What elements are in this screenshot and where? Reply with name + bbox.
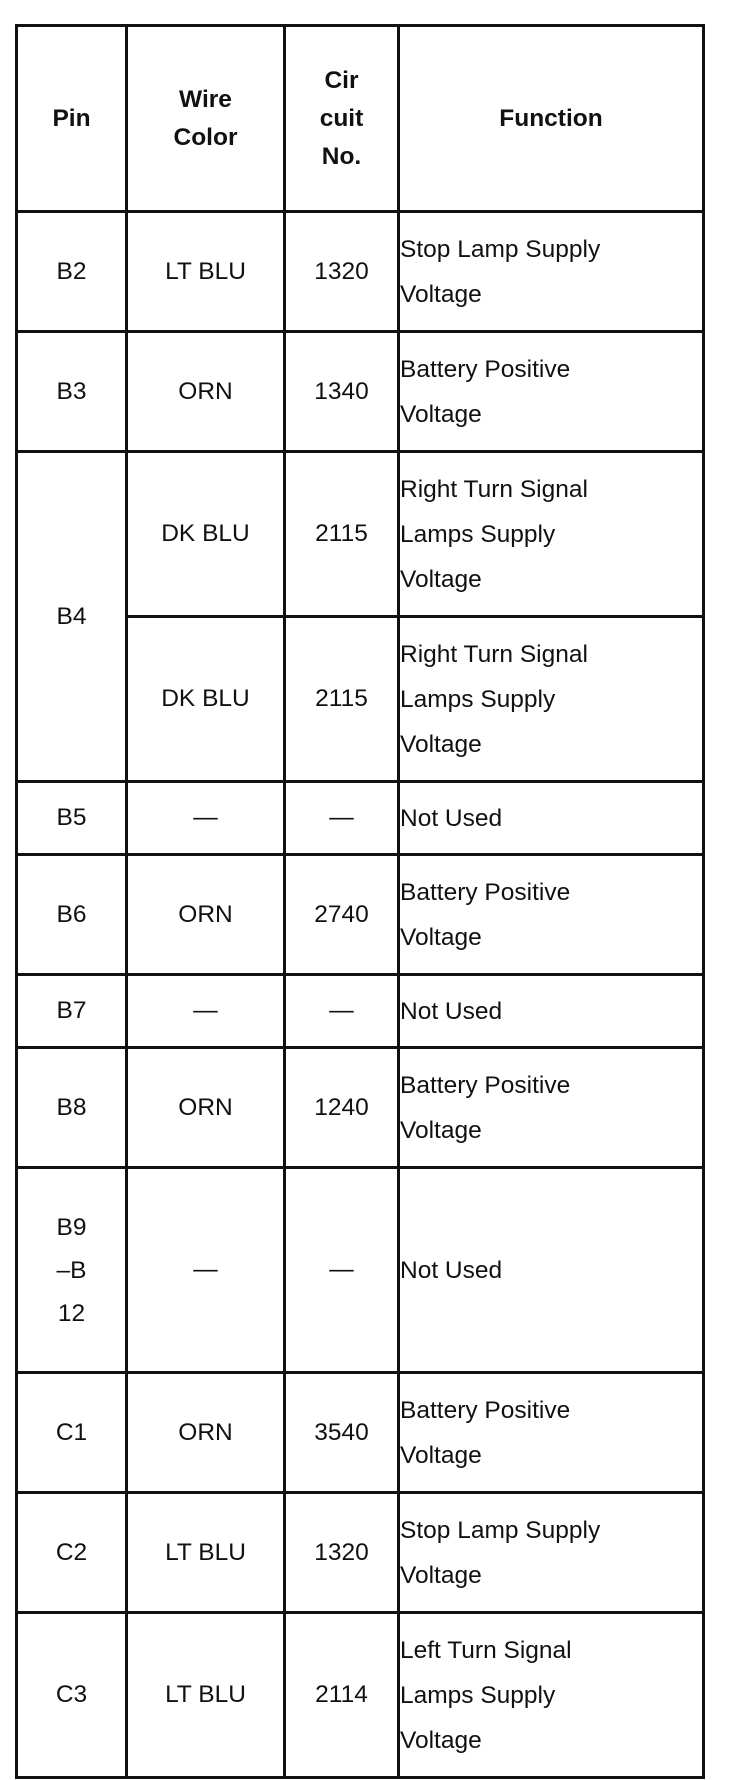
wire-color-cell: ORN xyxy=(127,1373,285,1493)
pin-cell: B9 –B 12 xyxy=(17,1168,127,1373)
function-cell: Left Turn Signal Lamps Supply Voltage xyxy=(399,1613,704,1778)
circuit-cell: 2115 xyxy=(285,452,399,617)
function-cell: Not Used xyxy=(399,782,704,855)
circuit-cell: 2115 xyxy=(285,617,399,782)
circuit-cell: 2114 xyxy=(285,1613,399,1778)
pin-cell: B5 xyxy=(17,782,127,855)
function-cell: Right Turn Signal Lamps Supply Voltage xyxy=(399,617,704,782)
table-row xyxy=(17,1613,704,1778)
table-row xyxy=(17,1493,704,1613)
header-pin: Pin xyxy=(17,26,127,212)
wire-color-cell: DK BLU xyxy=(127,452,285,617)
function-cell: Battery Positive Voltage xyxy=(399,1373,704,1493)
header-function: Function xyxy=(399,26,704,212)
circuit-cell: 3540 xyxy=(285,1373,399,1493)
pin-cell: C1 xyxy=(17,1373,127,1493)
wire-color-cell: DK BLU xyxy=(127,617,285,782)
pin-cell: B7 xyxy=(17,975,127,1048)
table-row xyxy=(17,782,704,855)
header-circuit-no: Cir cuit No. xyxy=(285,26,399,212)
function-cell: Battery Positive Voltage xyxy=(399,855,704,975)
circuit-cell: 1340 xyxy=(285,332,399,452)
circuit-cell: 1240 xyxy=(285,1048,399,1168)
circuit-cell: 1320 xyxy=(285,212,399,332)
circuit-cell: 2740 xyxy=(285,855,399,975)
connector-pinout-table xyxy=(15,24,705,1779)
function-cell: Right Turn Signal Lamps Supply Voltage xyxy=(399,452,704,617)
wire-color-cell: ORN xyxy=(127,1048,285,1168)
function-cell: Not Used xyxy=(399,975,704,1048)
table-row xyxy=(17,1168,704,1373)
table-row xyxy=(17,212,704,332)
function-cell: Not Used xyxy=(399,1168,704,1373)
pin-cell: C3 xyxy=(17,1613,127,1778)
pin-cell: B3 xyxy=(17,332,127,452)
wire-color-cell: LT BLU xyxy=(127,212,285,332)
function-cell: Stop Lamp Supply Voltage xyxy=(399,1493,704,1613)
wire-color-cell: ORN xyxy=(127,855,285,975)
table-row xyxy=(17,1373,704,1493)
function-cell: Battery Positive Voltage xyxy=(399,1048,704,1168)
circuit-cell: 1320 xyxy=(285,1493,399,1613)
wire-color-cell: LT BLU xyxy=(127,1613,285,1778)
pin-cell: C2 xyxy=(17,1493,127,1613)
wire-color-cell: — xyxy=(127,1168,285,1373)
pin-cell: B4 xyxy=(17,452,127,782)
circuit-cell: — xyxy=(285,975,399,1048)
function-cell: Battery Positive Voltage xyxy=(399,332,704,452)
pin-cell: B8 xyxy=(17,1048,127,1168)
circuit-cell: — xyxy=(285,1168,399,1373)
wire-color-cell: ORN xyxy=(127,332,285,452)
wire-color-cell: — xyxy=(127,782,285,855)
table-row xyxy=(17,332,704,452)
table-row xyxy=(17,1048,704,1168)
table-row xyxy=(17,452,704,617)
wire-color-cell: — xyxy=(127,975,285,1048)
header-row xyxy=(17,26,704,212)
wire-color-cell: LT BLU xyxy=(127,1493,285,1613)
table-row xyxy=(17,855,704,975)
pin-cell: B2 xyxy=(17,212,127,332)
function-cell: Stop Lamp Supply Voltage xyxy=(399,212,704,332)
pin-cell: B6 xyxy=(17,855,127,975)
circuit-cell: — xyxy=(285,782,399,855)
table-row xyxy=(17,975,704,1048)
header-wire-color: Wire Color xyxy=(127,26,285,212)
